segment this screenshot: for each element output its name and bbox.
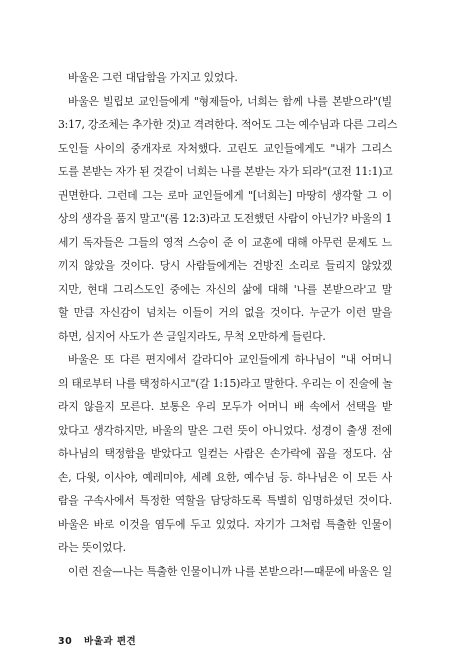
text-line: 할 만큼 자신감이 넘치는 이들이 거의 없을 것이다. 누군가 이런 말을 [58,306,392,319]
text-line: 하면, 심지어 사도가 쓴 글일지라도, 무척 오만하게 들린다. [58,329,326,343]
text-line: 도를 본받는 자가 된 것같이 너희는 나를 본받는 자가 되라"(고전 11:1)고 [58,165,393,178]
text-line: 았다고 생각하지만, 바울의 말은 그런 뜻이 아니었다. 성경이 출생 전에 [58,423,392,437]
text-line: 도인들 사이의 중개자로 자처했다. 고린도 교인들에게도 "내가 그리스 [58,141,392,155]
body-text [58,66,398,583]
text-line: 라는 뜻이었다. [58,541,126,554]
text-line: 라지 않을지 모른다. 보통은 우리 모두가 어머니 배 속에서 선택을 받 [58,400,392,413]
text-line: 세기 독자들은 그들의 영적 스승이 준 이 교훈에 대해 아무런 문제도 느 [58,235,392,249]
text-line: 바울은 그런 대답함을 가지고 있었다. [68,71,238,84]
page-footer [58,633,136,647]
text-line: 지만, 현대 그리스도인 중에는 자신의 삶에 대해 '나를 본받으라'고 말 [58,282,392,296]
text-line: 끼지 않았을 것이다. 당시 사람들에게는 건방진 소리로 들리지 않았겠 [58,259,392,272]
running-title: 바울과 편견 [84,636,137,647]
text-line: 하나님의 택정함을 받았다고 일컫는 사람은 손가락에 꼽을 정도다. 삼 [58,447,392,460]
page-number: 30 [58,636,73,647]
text-line: 권면한다. 그런데 그는 로마 교인들에게 "[너희는] 마땅히 생각할 그 이 [58,188,392,202]
text-line: 람을 구속사에서 특정한 역할을 담당하도록 특별히 임명하셨던 것이다. [58,494,392,507]
text-line: 3:17, 강조체는 추가한 것)고 격려한다. 적어도 그는 예수님과 다른 그리스 [58,118,398,131]
text-line: 상의 생각을 품지 말고"(롬 12:3)라고 도전했던 사람이 아닌가? 바울의 1 [58,212,392,225]
text-line: 바울은 또 다른 편지에서 갈라디아 교인들에게 하나님이 "내 어머니 [68,353,392,366]
text-line: 바울은 바로 이것을 염두에 두고 있었다. 자기가 그처럼 특출한 인물이 [58,517,392,531]
text-line: 이런 진술—나는 특출한 인물이니까 나를 본받으라!—때문에 바울은 일 [68,564,393,578]
text-line: 손, 다윗, 이사야, 예레미야, 세례 요한, 예수님 등. 하나님은 이 모든 사 [58,470,392,484]
text-line: 의 태로부터 나를 택정하시고"(갈 1:15)라고 말한다. 우리는 이 진술에 놀 [58,376,393,390]
text-line: 바울은 빌립보 교인들에게 "형제들아, 너희는 함께 나를 본받으라"(빌 [68,94,392,108]
